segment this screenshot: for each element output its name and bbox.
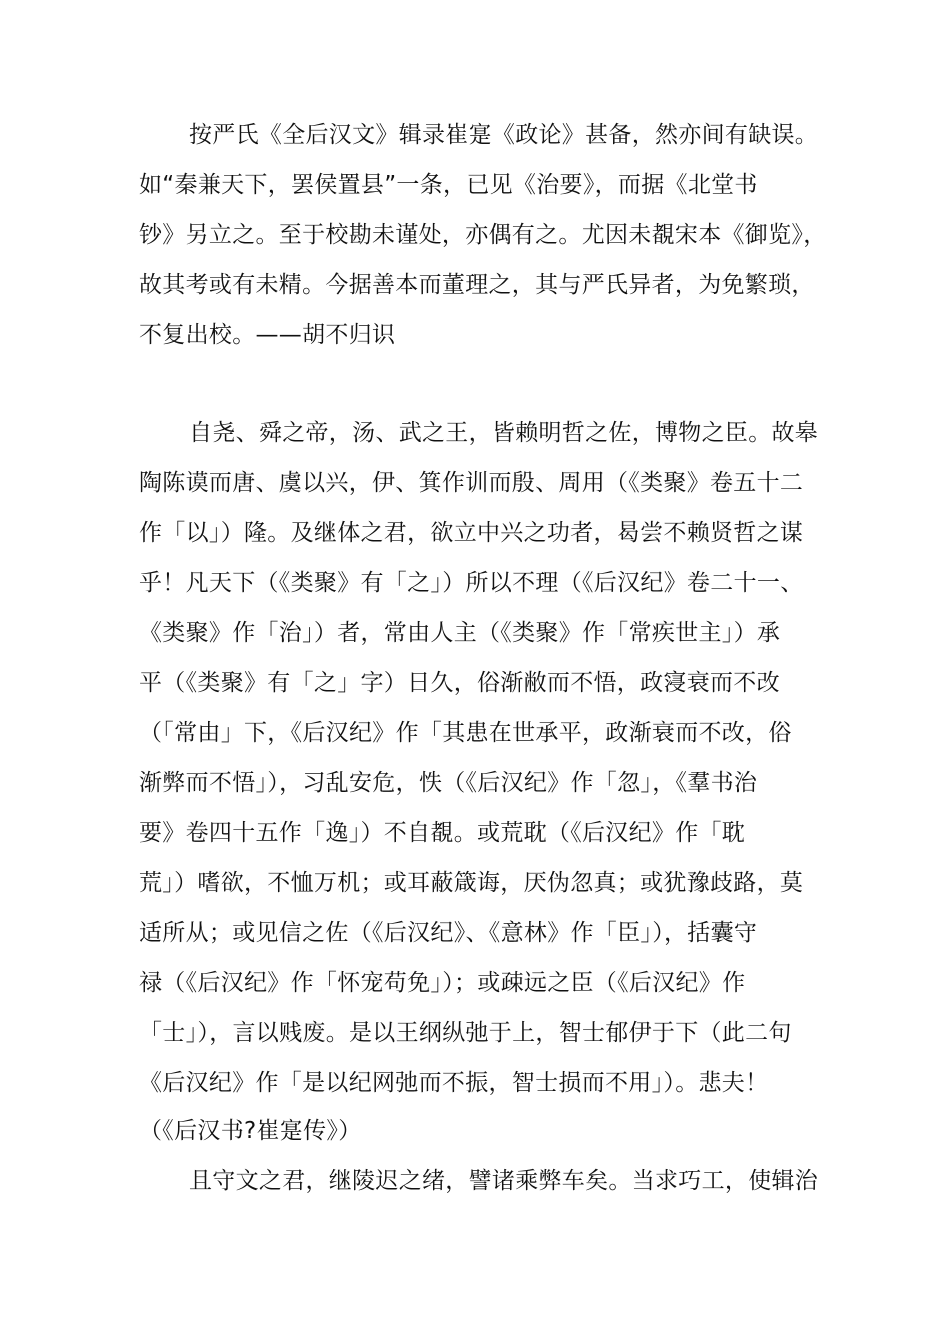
text-line: 陶陈谟而唐、虞以兴，伊、箕作训而殷、周用（《类聚》卷五十二 — [139, 470, 804, 496]
text-line: 荒」）嗜欲，不恤万机；或耳蔽箴诲，厌伪忽真；或犹豫歧路，莫 — [139, 870, 804, 896]
text-line: 平（《类聚》有「之」字）日久，俗渐敝而不悟，政寖衰而不改 — [139, 670, 780, 696]
text-line: 「士」），言以贱废。是以王纲纵弛于上，智士郁伊于下（此二句 — [139, 1020, 792, 1046]
text-line: 要》卷四十五作「逸」）不自覩。或荒耽（《后汉纪》作「耽 — [139, 820, 746, 846]
text-line: 钞》另立之。至于校勘未谨处，亦偶有之。尤因未覩宋本《御览》， — [139, 222, 827, 248]
text-line: 乎！凡天下（《类聚》有「之」）所以不理（《后汉纪》卷二十一、 — [139, 570, 804, 596]
text-line: 故其考或有未精。今据善本而董理之，其与严氏异者，为免繁琐， — [139, 272, 815, 298]
text-line: 自尧、舜之帝，汤、武之王，皆赖明哲之佐，博物之臣。故皋 — [189, 420, 819, 446]
text-line: 禄（《后汉纪》作「怀宠苟免」）；或疎远之臣（《后汉纪》作 — [139, 970, 746, 996]
text-line: 且守文之君，继陵迟之绪，譬诸乘弊车矣。当求巧工，使辑治 — [189, 1168, 819, 1194]
text-line: 如“秦兼天下，罢侯置县”一条，已见《治要》，而据《北堂书 — [139, 172, 758, 198]
text-line: 《类聚》作「治」）者，常由人主（《类聚》作「常疾世主」）承 — [139, 620, 781, 646]
text-line: 《后汉纪》作「是以纪网弛而不振，智士损而不用」）。悲夫！ — [139, 1070, 769, 1096]
text-line: 适所从；或见信之佐（《后汉纪》、《意林》作「臣」），括囊守 — [139, 920, 758, 946]
source-citation: （《后汉书?崔寔传》） — [139, 1118, 362, 1144]
text-line: （「常由」下，《后汉纪》作「其患在世承平，政渐衰而不改，俗 — [139, 720, 792, 746]
text-line: 按严氏《全后汉文》辑录崔寔《政论》甚备，然亦间有缺误。 — [189, 122, 819, 148]
text-line: 作「以」）隆。及继体之君，欲立中兴之功者，曷尝不赖贤哲之谋 — [139, 520, 804, 546]
text-line: 渐弊而不悟」），习乱安危，怢（《后汉纪》作「忽」，《羣书治 — [139, 770, 758, 796]
text-line: 不复出校。——胡不归识 — [139, 322, 396, 348]
